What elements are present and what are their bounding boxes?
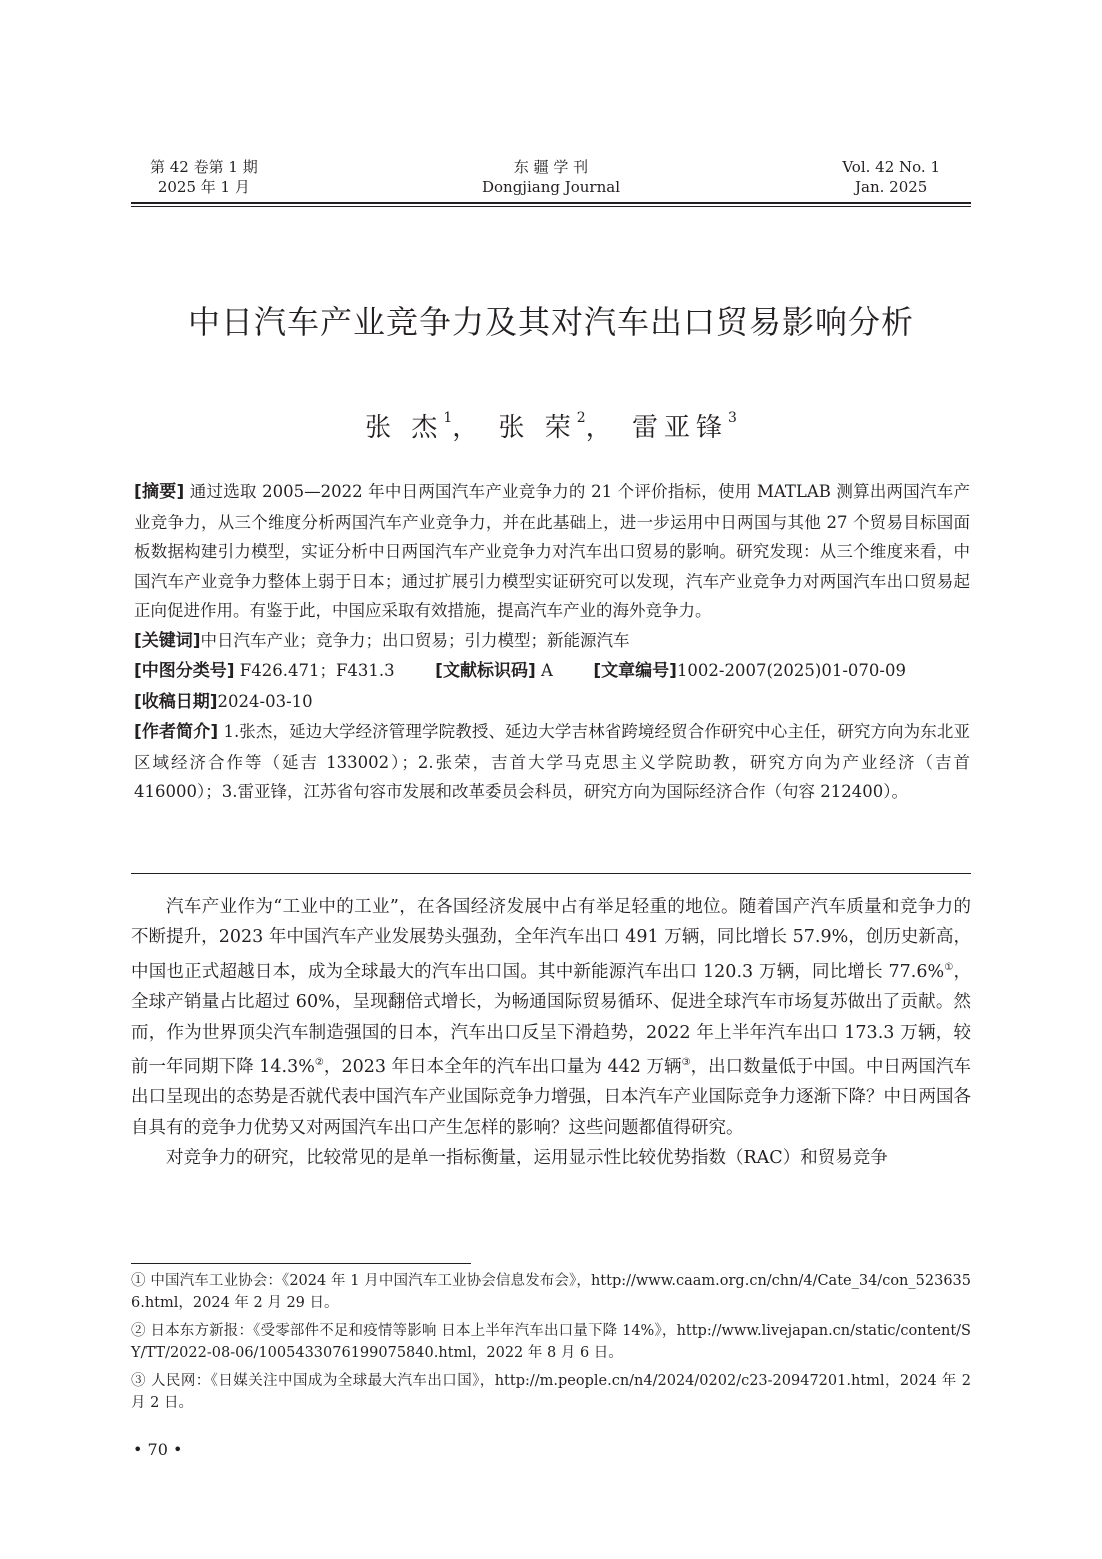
keywords-label: [关键词] (134, 630, 201, 651)
classification-line (134, 656, 970, 687)
header-vol-no: Vol. 42 No. 1 (842, 158, 940, 176)
author-separator: ， (585, 413, 618, 443)
footnote-rule (131, 1263, 471, 1264)
footnote-item: ③ 人民网：《日媒关注中国成为全球最大汽车出口国》，http://m.people.cn/n4/2024/0202/c23-20947201.html，2024 年 2 月 2 日。 (131, 1373, 971, 1411)
author-affiliation-mark: 1 (443, 410, 453, 426)
article-id-value: 1002-2007(2025)01-070-09 (676, 661, 906, 680)
header-date-cn: 2025 年 1 月 (157, 178, 250, 196)
header-volume-en (842, 157, 940, 201)
author-separator: ， (452, 413, 485, 443)
received-value: 2024-03-10 (217, 691, 313, 711)
footnotes (131, 1270, 971, 1420)
author-list (0, 398, 1102, 448)
page-number: • 70 • (133, 1440, 183, 1459)
article-id-label: [文章编号] (593, 661, 677, 681)
footnote-item: ① 中国汽车工业协会：《2024 年 1 月中国汽车工业协会信息发布会》，http://www.caam.org.cn/chn/4/Cate_34/con_5236356.html，2024 年 2 月 29 日。 (131, 1273, 971, 1311)
header-journal-name-en: Dongjiang Journal (481, 178, 621, 196)
article-body (131, 892, 971, 1174)
footnote-ref: ② (314, 1057, 324, 1069)
author-name: 张 杰 (365, 413, 444, 443)
header-rule-thin (131, 206, 971, 207)
doc-code-label: [文献标识码] (435, 661, 536, 681)
footnote-item: ② 日本东方新报：《受零部件不足和疫情等影响 日本上半年汽车出口量下降 14%》，http://www.livejapan.cn/static/content/SY/TT/2022-08-06/1005433076199075840.html，2022 年 8 月 6 日。 (131, 1323, 971, 1361)
abstract-label: [摘要] (134, 482, 185, 502)
section-divider (131, 873, 971, 874)
author-bio (134, 717, 970, 807)
body-text-segment: ，全球产销量占比超过 60%，呈现翻倍式增长，为畅通国际贸易循环、促进全球汽车市场复苏做出了贡献。然而，作为世界顶尖汽车制造强国的日本，汽车出口反呈下滑趋势，2022 年上半年汽车出口 173.3 万辆，较前一年同期下降 14.3% (131, 961, 971, 1078)
doc-code-value: A (540, 661, 553, 680)
keywords-text: 中日汽车产业；竞争力；出口贸易；引力模型；新能源汽车 (200, 630, 630, 650)
footnote-ref: ① (944, 961, 954, 973)
body-paragraph: 对竞争力的研究，比较常见的是单一指标衡量，运用显示性比较优势指数（RAC）和贸易竞争 (166, 1148, 888, 1169)
bio-label: [作者简介] (134, 722, 219, 742)
received-date (134, 687, 970, 718)
header-rule-thick (131, 202, 971, 204)
author-name: 雷亚锋 (632, 413, 729, 443)
article-title: 中日汽车产业竞争力及其对汽车出口贸易影响分析 (187, 303, 914, 341)
header-date-en: Jan. 2025 (855, 178, 928, 196)
body-text-segment: ，出口数量低于中国。中日两国汽车出口呈现出的态势是否就代表中国汽车产业国际竞争力增强，日本汽车产业国际竞争力逐渐下降？中日两国各自具有的竞争力优势又对两国汽车出口产生怎样的影响？这些问题都值得研究。 (131, 1057, 972, 1138)
body-text-segment: 汽车产业作为“工业中的工业”，在各国经济发展中占有举足轻重的地位。随着国产汽车质量和竞争力的不断提升，2023 年中国汽车产业发展势头强劲，全年汽车出口 491 万辆，同比增长 57.9%，创历史新高，中国也正式超越日本，成为全球最大的汽车出口国。其中新能源汽车出口 120.3 万辆，同比增长 77.6% (131, 897, 971, 982)
header-volume-issue: 第 42 卷第 1 期 (150, 158, 258, 176)
body-paragraph (131, 892, 971, 1143)
keywords (134, 626, 970, 657)
article-metadata (134, 477, 970, 807)
clc-label: [中图分类号] (134, 661, 235, 681)
author-name: 张 荣 (498, 413, 577, 443)
header-journal-name-cn: 东 疆 学 刊 (513, 158, 589, 176)
received-label: [收稿日期] (134, 691, 218, 712)
author-affiliation-mark: 3 (728, 410, 737, 426)
abstract-text: 通过选取 2005—2022 年中日两国汽车产业竞争力的 21 个评价指标，使用 MATLAB 测算出两国汽车产业竞争力，从三个维度分析两国汽车产业竞争力，并在此基础上，进一步运用中日两国与其他 27 个贸易目标国面板数据构建引力模型，实证分析中日两国汽车产业竞争力对汽车出口贸易的影响。研究发现：从三个维度来看，中国汽车产业竞争力整体上弱于日本；通过扩展引力模型实证研究可以发现，汽车产业竞争力对两国汽车出口贸易起正向促进作用。有鉴于此，中国应采取有效措施，提高汽车产业的海外竞争力。 (134, 482, 970, 620)
footnote-ref: ③ (681, 1057, 691, 1069)
author-affiliation-mark: 2 (576, 410, 586, 426)
bio-text: 1.张杰，延边大学经济管理学院教授、延边大学吉林省跨境经贸合作研究中心主任，研究方向为东北亚区域经济合作等（延吉 133002）；2.张荣，吉首大学马克思主义学院助教，研究方向为产业经济（吉首 416000）；3.雷亚锋，江苏省句容市发展和改革委员会科员，研究方向为国际经济合作（句容 212400）。 (134, 722, 970, 801)
abstract (134, 477, 970, 626)
clc-value: F426.471；F431.3 (239, 661, 395, 680)
body-text-segment: ，2023 年日本全年的汽车出口量为 442 万辆 (323, 1057, 682, 1078)
